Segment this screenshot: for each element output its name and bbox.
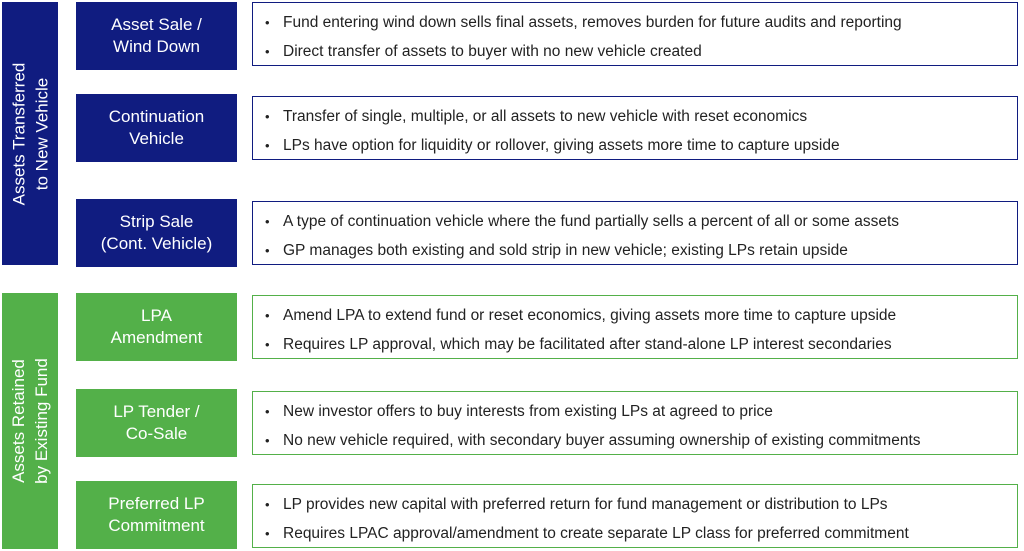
category-title-line1: Asset Sale / bbox=[111, 15, 202, 34]
bullet-item bbox=[263, 8, 1007, 37]
bullet-icon: • bbox=[265, 308, 270, 323]
bullet-text: Transfer of single, multiple, or all assets to new vehicle with reset economics bbox=[283, 108, 808, 125]
bullet-text: No new vehicle required, with secondary buyer assuming ownership of existing commitments bbox=[283, 432, 921, 449]
category-lp-tender bbox=[76, 389, 237, 457]
category-title-line1: Preferred LP bbox=[108, 494, 205, 513]
bullet-icon: • bbox=[265, 109, 270, 124]
description-box-continuation-vehicle bbox=[252, 96, 1018, 160]
bullet-icon: • bbox=[265, 44, 270, 59]
bullet-icon: • bbox=[265, 15, 270, 30]
bullet-text: Direct transfer of assets to buyer with no new vehicle created bbox=[283, 43, 702, 60]
bullet-text: LPs have option for liquidity or rollover, giving assets more time to capture upside bbox=[283, 137, 840, 154]
bullet-text: Amend LPA to extend fund or reset economics, giving assets more time to capture upside bbox=[283, 307, 897, 324]
bullet-icon: • bbox=[265, 404, 270, 419]
category-title-line1: Strip Sale bbox=[119, 212, 194, 231]
category-title-line2: (Cont. Vehicle) bbox=[100, 234, 213, 253]
bullet-item bbox=[263, 490, 1007, 519]
description-box-strip-sale bbox=[252, 201, 1018, 265]
bullet-text: Fund entering wind down sells final assets, removes burden for future audits and reporting bbox=[283, 14, 902, 31]
category-title-line1: LPA bbox=[141, 306, 172, 325]
bullet-text: New investor offers to buy interests from existing LPs at agreed to price bbox=[283, 403, 773, 420]
bullet-item bbox=[263, 207, 1007, 236]
bullet-text: A type of continuation vehicle where the fund partially sells a percent of all or some assets bbox=[283, 213, 900, 230]
category-title-line2: Wind Down bbox=[113, 37, 200, 56]
bullet-item bbox=[263, 330, 1007, 359]
description-box-asset-sale bbox=[252, 2, 1018, 66]
category-title-line2: Commitment bbox=[108, 516, 205, 535]
bullet-text: Requires LPAC approval/amendment to create separate LP class for preferred commitment bbox=[283, 525, 909, 542]
bullet-icon: • bbox=[265, 526, 270, 541]
group-label-transferred bbox=[2, 2, 58, 265]
category-asset-sale bbox=[76, 2, 237, 70]
category-lpa-amendment bbox=[76, 293, 237, 361]
bullet-icon: • bbox=[265, 497, 270, 512]
bullet-item bbox=[263, 397, 1007, 426]
category-title-line1: LP Tender / bbox=[113, 402, 200, 421]
group-label-line1: Assets Retained bbox=[9, 359, 28, 483]
bullet-item bbox=[263, 236, 1007, 265]
bullet-text: Requires LP approval, which may be facilitated after stand-alone LP interest secondaries bbox=[283, 336, 892, 353]
bullet-icon: • bbox=[265, 214, 270, 229]
description-box-lp-tender bbox=[252, 391, 1018, 455]
bullet-item bbox=[263, 131, 1007, 160]
bullet-text: GP manages both existing and sold strip in new vehicle; existing LPs retain upside bbox=[283, 242, 848, 259]
bullet-item bbox=[263, 426, 1007, 455]
bullet-icon: • bbox=[265, 243, 270, 258]
group-label-line2: by Existing Fund bbox=[32, 358, 51, 484]
category-continuation-vehicle bbox=[76, 94, 237, 162]
bullet-item bbox=[263, 519, 1007, 548]
bullet-text: LP provides new capital with preferred return for fund management or distribution to LPs bbox=[283, 496, 888, 513]
bullet-item bbox=[263, 37, 1007, 66]
category-title-line2: Vehicle bbox=[129, 129, 184, 148]
group-label-retained bbox=[2, 293, 58, 549]
group-label-line1: Assets Transferred bbox=[9, 62, 29, 205]
bullet-icon: • bbox=[265, 433, 270, 448]
category-title-line2: Amendment bbox=[110, 328, 203, 347]
category-title-line1: Continuation bbox=[108, 107, 205, 126]
bullet-item bbox=[263, 301, 1007, 330]
bullet-item bbox=[263, 102, 1007, 131]
group-label-line2: to New Vehicle bbox=[32, 77, 52, 190]
bullet-icon: • bbox=[265, 337, 270, 352]
category-title-line2: Co-Sale bbox=[125, 424, 188, 443]
bullet-icon: • bbox=[265, 138, 270, 153]
description-box-preferred-lp-commitment bbox=[252, 484, 1018, 548]
category-preferred-lp-commitment bbox=[76, 481, 237, 549]
description-box-lpa-amendment bbox=[252, 295, 1018, 359]
category-strip-sale bbox=[76, 199, 237, 267]
